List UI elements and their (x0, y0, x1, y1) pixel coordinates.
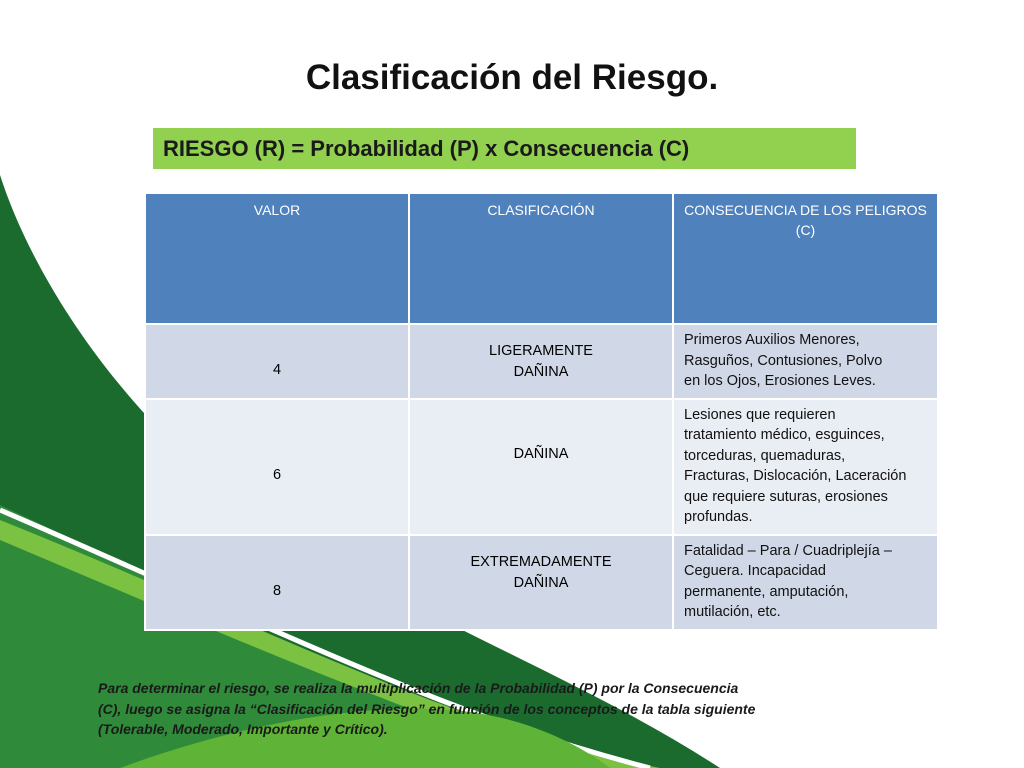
header-clasificacion: CLASIFICACIÓN (409, 193, 673, 324)
footnote-paragraph (98, 678, 798, 740)
risk-formula-text: RIESGO (R) = Probabilidad (P) x Consecuencia (C) (163, 135, 690, 161)
table-row (145, 399, 938, 535)
consecuencia-line: tratamiento médico, esguinces, (684, 427, 885, 443)
cell-valor: 8 (145, 535, 409, 630)
risk-formula-banner (153, 128, 856, 169)
cell-consecuencia (673, 324, 938, 399)
consecuencia-line: Fatalidad – Para / Cuadriplejía – (684, 542, 892, 559)
header-consecuencia (673, 193, 938, 324)
cell-clasificacion (409, 324, 673, 399)
risk-classification-table (144, 192, 939, 631)
consecuencia-line: mutilación, etc. (684, 604, 781, 620)
clasificacion-line: DAÑINA (513, 574, 569, 591)
footnote-line: (Tolerable, Moderado, Importante y Crítico). (98, 721, 388, 737)
cell-clasificacion (409, 399, 673, 535)
consecuencia-line: Fracturas, Dislocación, Laceración (684, 468, 907, 484)
header-consecuencia-line1: CONSECUENCIA DE LOS PELIGROS (684, 202, 927, 218)
footnote-line: (C), luego se asigna la “Clasificación del Riesgo” en función de los conceptos de la tabla siguiente (98, 700, 756, 717)
clasificacion-line: DAÑINA (513, 364, 569, 380)
consecuencia-line: en los Ojos, Erosiones Leves. (684, 373, 876, 389)
clasificacion-line: EXTREMADAMENTE (470, 553, 612, 570)
cell-consecuencia (673, 535, 938, 630)
consecuencia-line: Ceguera. Incapacidad (684, 563, 826, 579)
consecuencia-line: profundas. (684, 509, 753, 525)
consecuencia-line: Lesiones que requieren (684, 406, 836, 423)
cell-clasificacion (409, 535, 673, 630)
cell-consecuencia (673, 399, 938, 535)
footnote-line: Para determinar el riesgo, se realiza la multiplicación de la Probabilidad (P) por la Consecuencia (98, 680, 739, 696)
cell-valor: 4 (145, 324, 409, 399)
consecuencia-line: Rasguños, Contusiones, Polvo (684, 352, 883, 369)
slide-title: Clasificación del Riesgo. (305, 58, 719, 97)
consecuencia-line: permanente, amputación, (684, 583, 849, 600)
cell-valor: 6 (145, 399, 409, 535)
table-row (145, 324, 938, 399)
consecuencia-line: Primeros Auxilios Menores, (684, 332, 860, 348)
table-row (145, 535, 938, 630)
consecuencia-line: que requiere suturas, erosiones (684, 488, 888, 505)
header-valor: VALOR (145, 193, 409, 324)
header-consecuencia-line2: (C) (795, 222, 816, 238)
consecuencia-line: torceduras, quemaduras, (684, 447, 846, 464)
table-header-row (145, 193, 938, 324)
clasificacion-line: DAÑINA (513, 445, 569, 462)
clasificacion-line: LIGERAMENTE (489, 343, 593, 359)
